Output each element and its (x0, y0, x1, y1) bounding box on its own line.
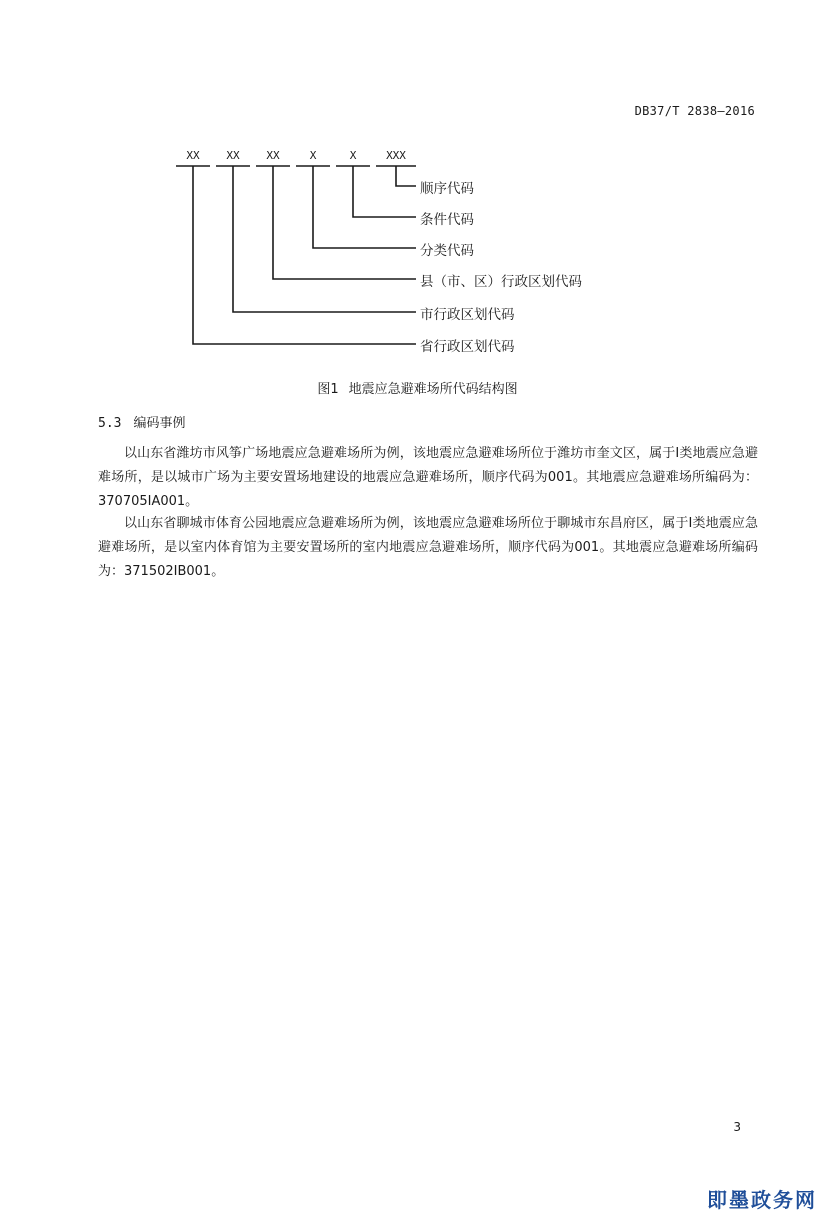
label-sequence-code: 顺序代码 (420, 181, 474, 197)
code-structure-diagram (0, 0, 835, 370)
label-condition-code: 条件代码 (420, 212, 474, 228)
section-title: 编码事例 (133, 416, 186, 431)
page-number: 3 (733, 1120, 741, 1134)
example-paragraph-1: 以山东省潍坊市风筝广场地震应急避难场所为例，该地震应急避难场所位于潍坊市奎文区，属于Ⅰ类地震应急避难场所，是以城市广场为主要安置场地建设的地震应急避难场所，顺序代码为001。其地震应急避难场所编码为：370705ⅠA001。 (98, 446, 758, 509)
section-heading (98, 412, 186, 431)
connector-province (193, 166, 416, 344)
figure-caption (0, 378, 835, 397)
code-part-sequence: XXX (386, 149, 406, 162)
standard-number: DB37/T 2838—2016 (634, 104, 755, 118)
label-province-code: 省行政区划代码 (420, 339, 515, 355)
code-part-county: XX (266, 149, 280, 162)
connector-county (273, 166, 416, 279)
figure-title: 地震应急避难场所代码结构图 (348, 382, 518, 397)
site-watermark: 即墨政务网 (707, 1188, 817, 1212)
label-city-code: 市行政区划代码 (420, 307, 515, 323)
example-paragraph-2: 以山东省聊城市体育公园地震应急避难场所为例，该地震应急避难场所位于聊城市东昌府区，属于Ⅰ类地震应急避难场所，是以室内体育馆为主要安置场所的室内地震应急避难场所，顺序代码为001。其地震应急避难场所编码为：371502ⅠB001。 (98, 516, 758, 579)
label-county-code: 县（市、区）行政区划代码 (420, 274, 582, 290)
code-part-city: XX (226, 149, 240, 162)
code-part-category: X (309, 149, 317, 162)
code-part-province: XX (186, 149, 200, 162)
connector-sequence (396, 166, 416, 186)
label-category-code: 分类代码 (420, 243, 474, 259)
code-structure-lines (0, 0, 835, 370)
section-number: 5.3 (98, 416, 122, 431)
connector-category (313, 166, 416, 248)
figure-number: 图1 (317, 382, 339, 397)
connector-city (233, 166, 416, 312)
connector-condition (353, 166, 416, 217)
code-part-condition: X (349, 149, 357, 162)
